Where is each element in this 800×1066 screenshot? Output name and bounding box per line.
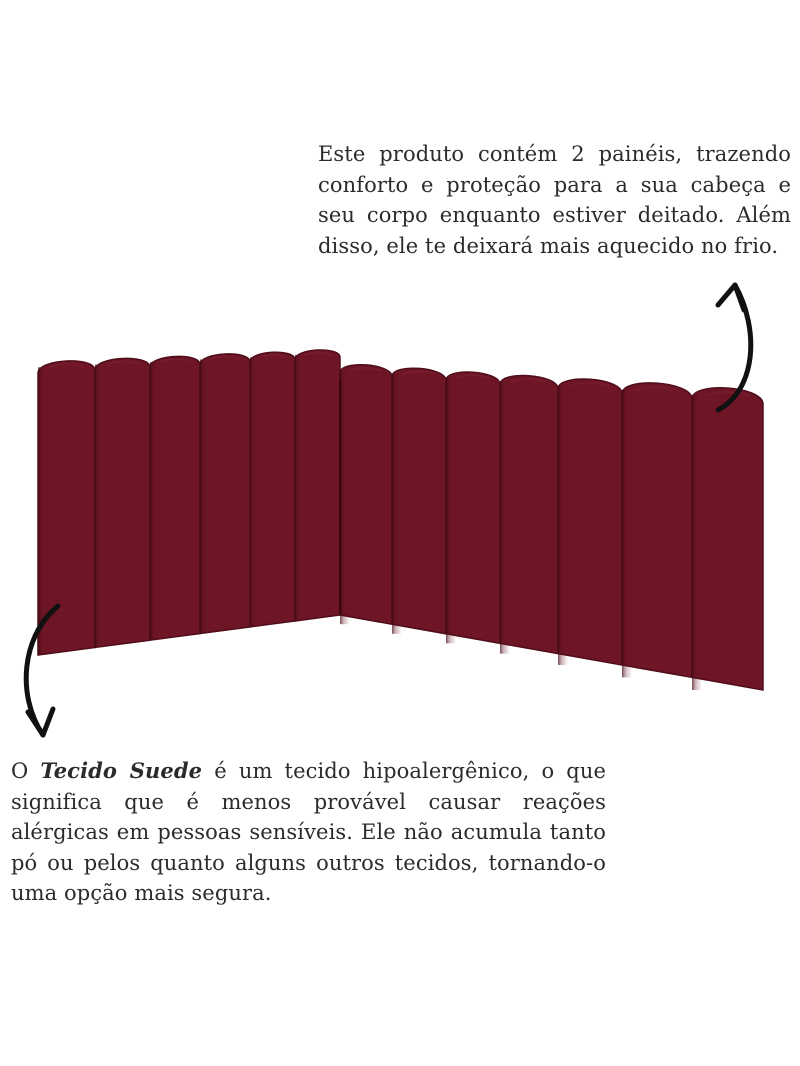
bottom-caption bbox=[11, 756, 606, 909]
top-caption-text: Este produto contém 2 painéis, trazendo conforto e proteção para a sua cabeça e seu corpo enquanto estiver deitado. Além disso, ele te deixará mais aquecido no frio. bbox=[318, 142, 791, 258]
bottom-caption-text: é um tecido hipoalergênico, o que significa que é menos provável causar reações alérgicas em pessoas sensíveis. Ele não acumula tanto pó ou pelos quanto alguns outros tecidos, tornando-o uma opção mais segura. bbox=[11, 759, 606, 905]
fabric-name: Tecido Suede bbox=[40, 758, 203, 783]
bottom-caption-prefix: O bbox=[11, 759, 41, 783]
